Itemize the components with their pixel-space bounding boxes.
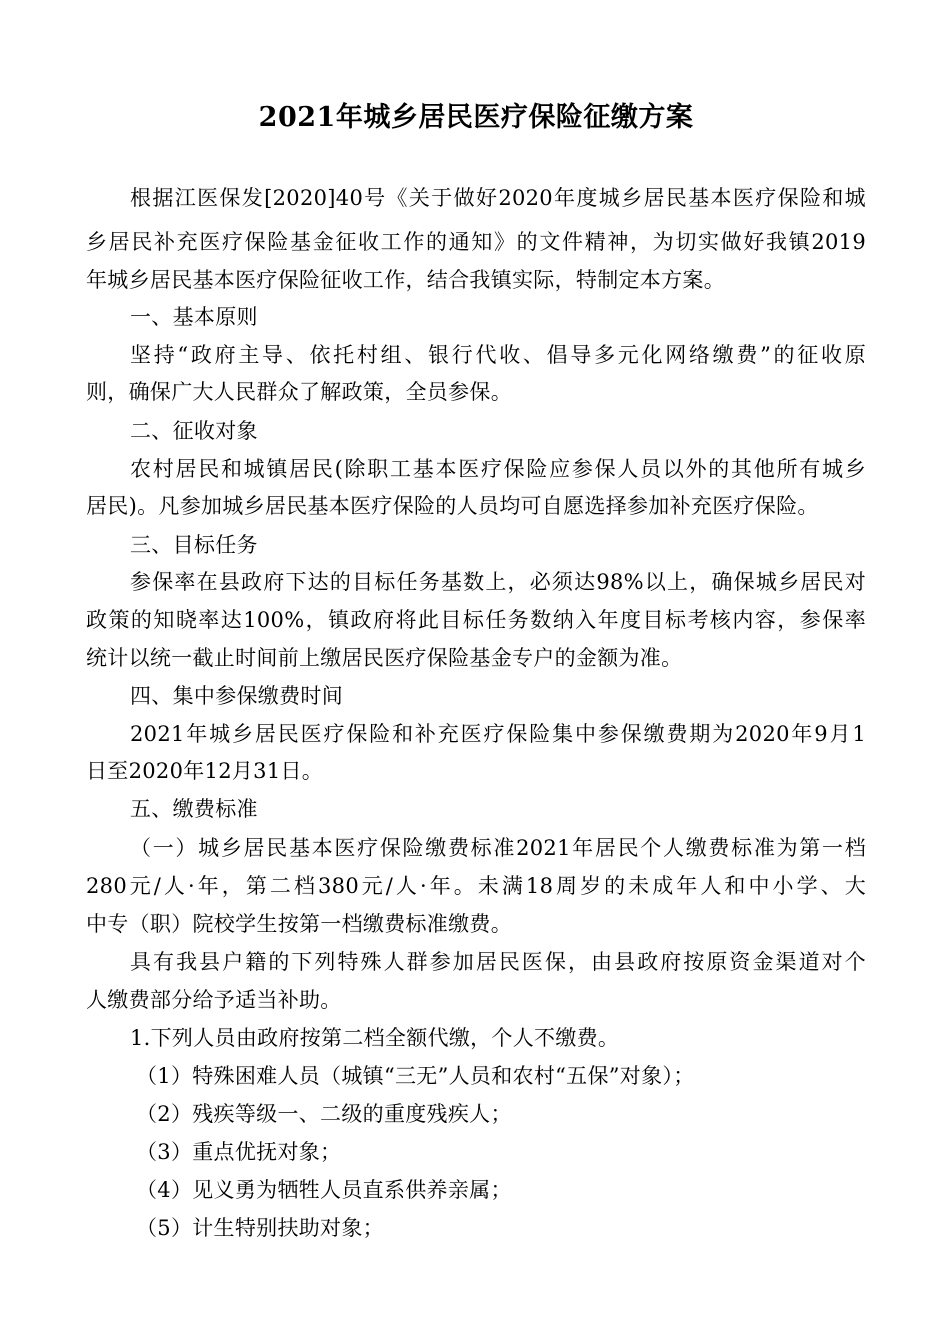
list-heading: 1.下列人员由政府按第二档全额代缴，个人不缴费。	[130, 1026, 620, 1050]
section-heading: 五、缴费标准	[130, 797, 258, 821]
list-item: （2）残疾等级一、二级的重度残疾人；	[136, 1102, 512, 1126]
paragraph-line: 中专（职）院校学生按第一档缴费标准缴费。	[86, 912, 512, 936]
section-heading: 三、目标任务	[130, 533, 258, 557]
paragraph-line: 280元/人·年，第二档380元/人·年。未满18周岁的未成年人和中小学、大	[86, 874, 866, 898]
paragraph-line: 统计以统一截止时间前上缴居民医疗保险基金专户的金额为准。	[86, 646, 683, 670]
list-item: （5）计生特别扶助对象；	[136, 1216, 384, 1240]
paragraph-line: 日至2020年12月31日。	[86, 759, 324, 783]
section-heading: 一、基本原则	[130, 305, 258, 329]
section-heading: 二、征收对象	[130, 419, 258, 443]
document-title: 2021年城乡居民医疗保险征缴方案	[258, 102, 694, 133]
list-item: （4）见义勇为牺牲人员直系供养亲属；	[136, 1178, 512, 1202]
list-item: （1）特殊困难人员（城镇“三无”人员和农村“五保”对象）；	[136, 1064, 695, 1088]
paragraph-line: 人缴费部分给予适当补助。	[86, 988, 342, 1012]
paragraph-line: 农村居民和城镇居民(除职工基本医疗保险应参保人员以外的其他所有城乡	[130, 457, 866, 481]
paragraph-line: 居民)。凡参加城乡居民基本医疗保险的人员均可自愿选择参加补充医疗保险。	[86, 494, 819, 518]
paragraph-line: 坚持“政府主导、依托村组、银行代收、倡导多元化网络缴费”的征收原	[130, 343, 866, 367]
paragraph-line: 参保率在县政府下达的目标任务基数上，必须达98%以上，确保城乡居民对	[130, 570, 866, 594]
paragraph-line: 根据江医保发[2020]40号《关于做好2020年度城乡居民基本医疗保险和城	[130, 186, 866, 210]
paragraph-line: 年城乡居民基本医疗保险征收工作，结合我镇实际，特制定本方案。	[86, 268, 725, 292]
paragraph-line: （一）城乡居民基本医疗保险缴费标准2021年居民个人缴费标准为第一档	[130, 836, 866, 860]
paragraph-line: 则，确保广大人民群众了解政策，全员参保。	[86, 380, 512, 404]
paragraph-line: 乡居民补充医疗保险基金征收工作的通知》的文件精神，为切实做好我镇2019	[86, 230, 866, 254]
list-item: （3）重点优抚对象；	[136, 1140, 342, 1164]
paragraph-line: 2021年城乡居民医疗保险和补充医疗保险集中参保缴费期为2020年9月1	[130, 722, 866, 746]
paragraph-line: 具有我县户籍的下列特殊人群参加居民医保，由县政府按原资金渠道对个	[130, 950, 866, 974]
paragraph-line: 政策的知晓率达100%，镇政府将此目标任务数纳入年度目标考核内容，参保率	[86, 608, 866, 632]
section-heading: 四、集中参保缴费时间	[130, 684, 343, 708]
